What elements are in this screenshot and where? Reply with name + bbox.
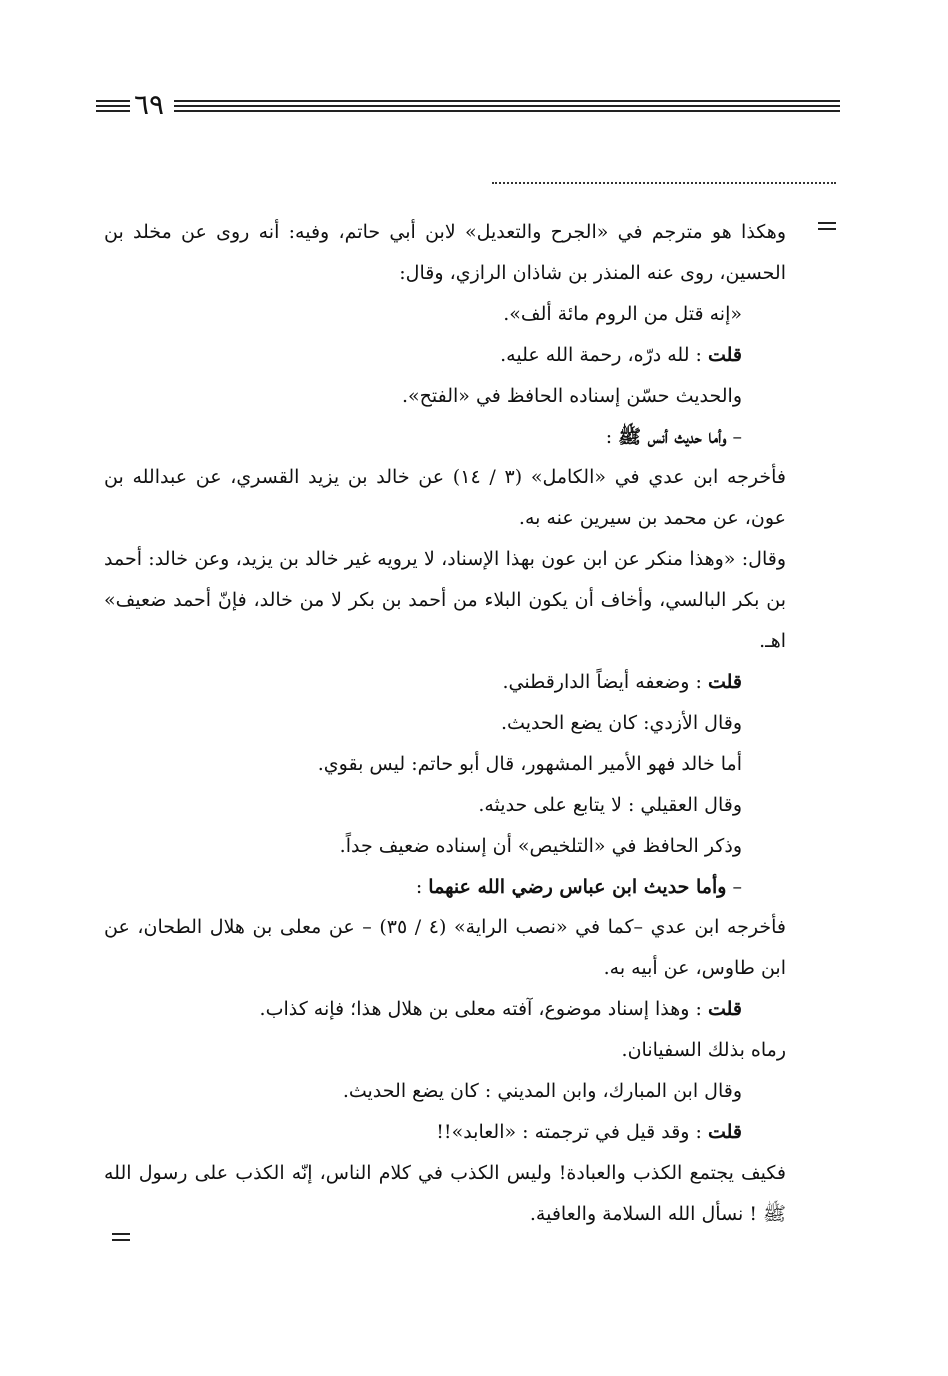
paragraph-4: والحديث حسّن إسناده الحافظ في «الفتح». xyxy=(401,384,742,407)
qult-label: قلت xyxy=(707,998,742,1021)
paragraph-18 xyxy=(104,1112,786,1153)
paragraph-18-text: : وقد قيل في ترجمته : «العابد»!! xyxy=(436,1120,702,1143)
paragraph-7: وقال: «وهذا منكر عن ابن عون بهذا الإسناد، لا يرويه غير خالد بن يزيد، وعن خالد: أحمد بن بكر البالسي، وأخاف أن يكون البلاء من أحمد بن بكر لا من خالد، فإنّ أحمد ضعيف» اهـ. xyxy=(104,548,786,653)
heading-ibn-abbas-text: وأما حديث ابن عباس رضي الله عنهما xyxy=(428,875,727,898)
continuation-mark-top xyxy=(818,222,836,234)
header-rule-left xyxy=(96,100,130,116)
qult-label: قلت xyxy=(707,670,742,693)
section-heading-ibn-abbas xyxy=(104,867,786,908)
paragraph-1: وهكذا هو مترجم في «الجرح والتعديل» لابن أبي حاتم، وفيه: أنه روى عن مخلد بن الحسين، روى عنه المنذر بن شاذان الرازي، وقال: xyxy=(104,221,786,284)
paragraph-15 xyxy=(104,989,786,1030)
header-rule xyxy=(96,100,840,116)
qult-label: قلت xyxy=(707,1120,742,1143)
paragraph-17: وقال ابن المبارك، وابن المديني : كان يضع الحديث. xyxy=(342,1080,742,1103)
paragraph-9: وقال الأزدي: كان يضع الحديث. xyxy=(501,711,742,734)
paragraph-3 xyxy=(104,335,786,376)
paragraph-6: فأخرجه ابن عدي في «الكامل» (٣ / ١٤) عن خالد بن يزيد القسري، عن عبدالله بن عون، عن محمد بن سيرين عنه به. xyxy=(104,466,786,530)
header-rule-right xyxy=(174,100,840,116)
heading-dash: – xyxy=(732,425,742,448)
paragraph-8 xyxy=(104,662,786,703)
paragraph-8-text: : وضعفه أيضاً الدارقطني. xyxy=(502,670,702,693)
paragraph-2: «إنه قتل من الروم مائة ألف». xyxy=(503,302,742,325)
heading-anas-text: وأما حديث أنس ﷺ xyxy=(618,425,727,448)
page-number: ٦٩ xyxy=(134,88,165,121)
continuation-mark-bottom xyxy=(112,1233,130,1245)
paragraph-3-text: : لله درّه، رحمة الله عليه. xyxy=(500,343,702,366)
paragraph-11: وقال العقيلي : لا يتابع على حديثه. xyxy=(478,793,742,816)
paragraph-12: وذكر الحافظ في «التلخيص» أن إسناده ضعيف جداً. xyxy=(339,834,742,857)
section-heading-anas xyxy=(104,417,786,458)
heading-dash: – xyxy=(732,875,742,898)
paragraph-10: أما خالد فهو الأمير المشهور، قال أبو حاتم: ليس بقوي. xyxy=(317,752,742,775)
paragraph-14: فأخرجه ابن عدي –كما في «نصب الراية» (٤ / ٣٥) – عن معلى بن هلال الطحان، عن ابن طاوس، عن أبيه به. xyxy=(104,916,786,980)
body-text xyxy=(104,212,786,1235)
qult-label: قلت xyxy=(707,343,742,366)
heading-colon: : xyxy=(415,875,423,898)
paragraph-15-text: : وهذا إسناد موضوع، آفته معلى بن هلال هذا؛ فإنه كذاب. xyxy=(259,998,702,1021)
paragraph-19: فكيف يجتمع الكذب والعبادة! وليس الكذب في كلام الناس، إنّه الكذب على رسول الله ﷺ ! نسأل الله السلامة والعافية. xyxy=(104,1161,786,1225)
paragraph-16: رماه بذلك السفيانان. xyxy=(621,1039,786,1062)
footnote-separator xyxy=(492,182,836,184)
heading-colon: : xyxy=(605,425,613,448)
